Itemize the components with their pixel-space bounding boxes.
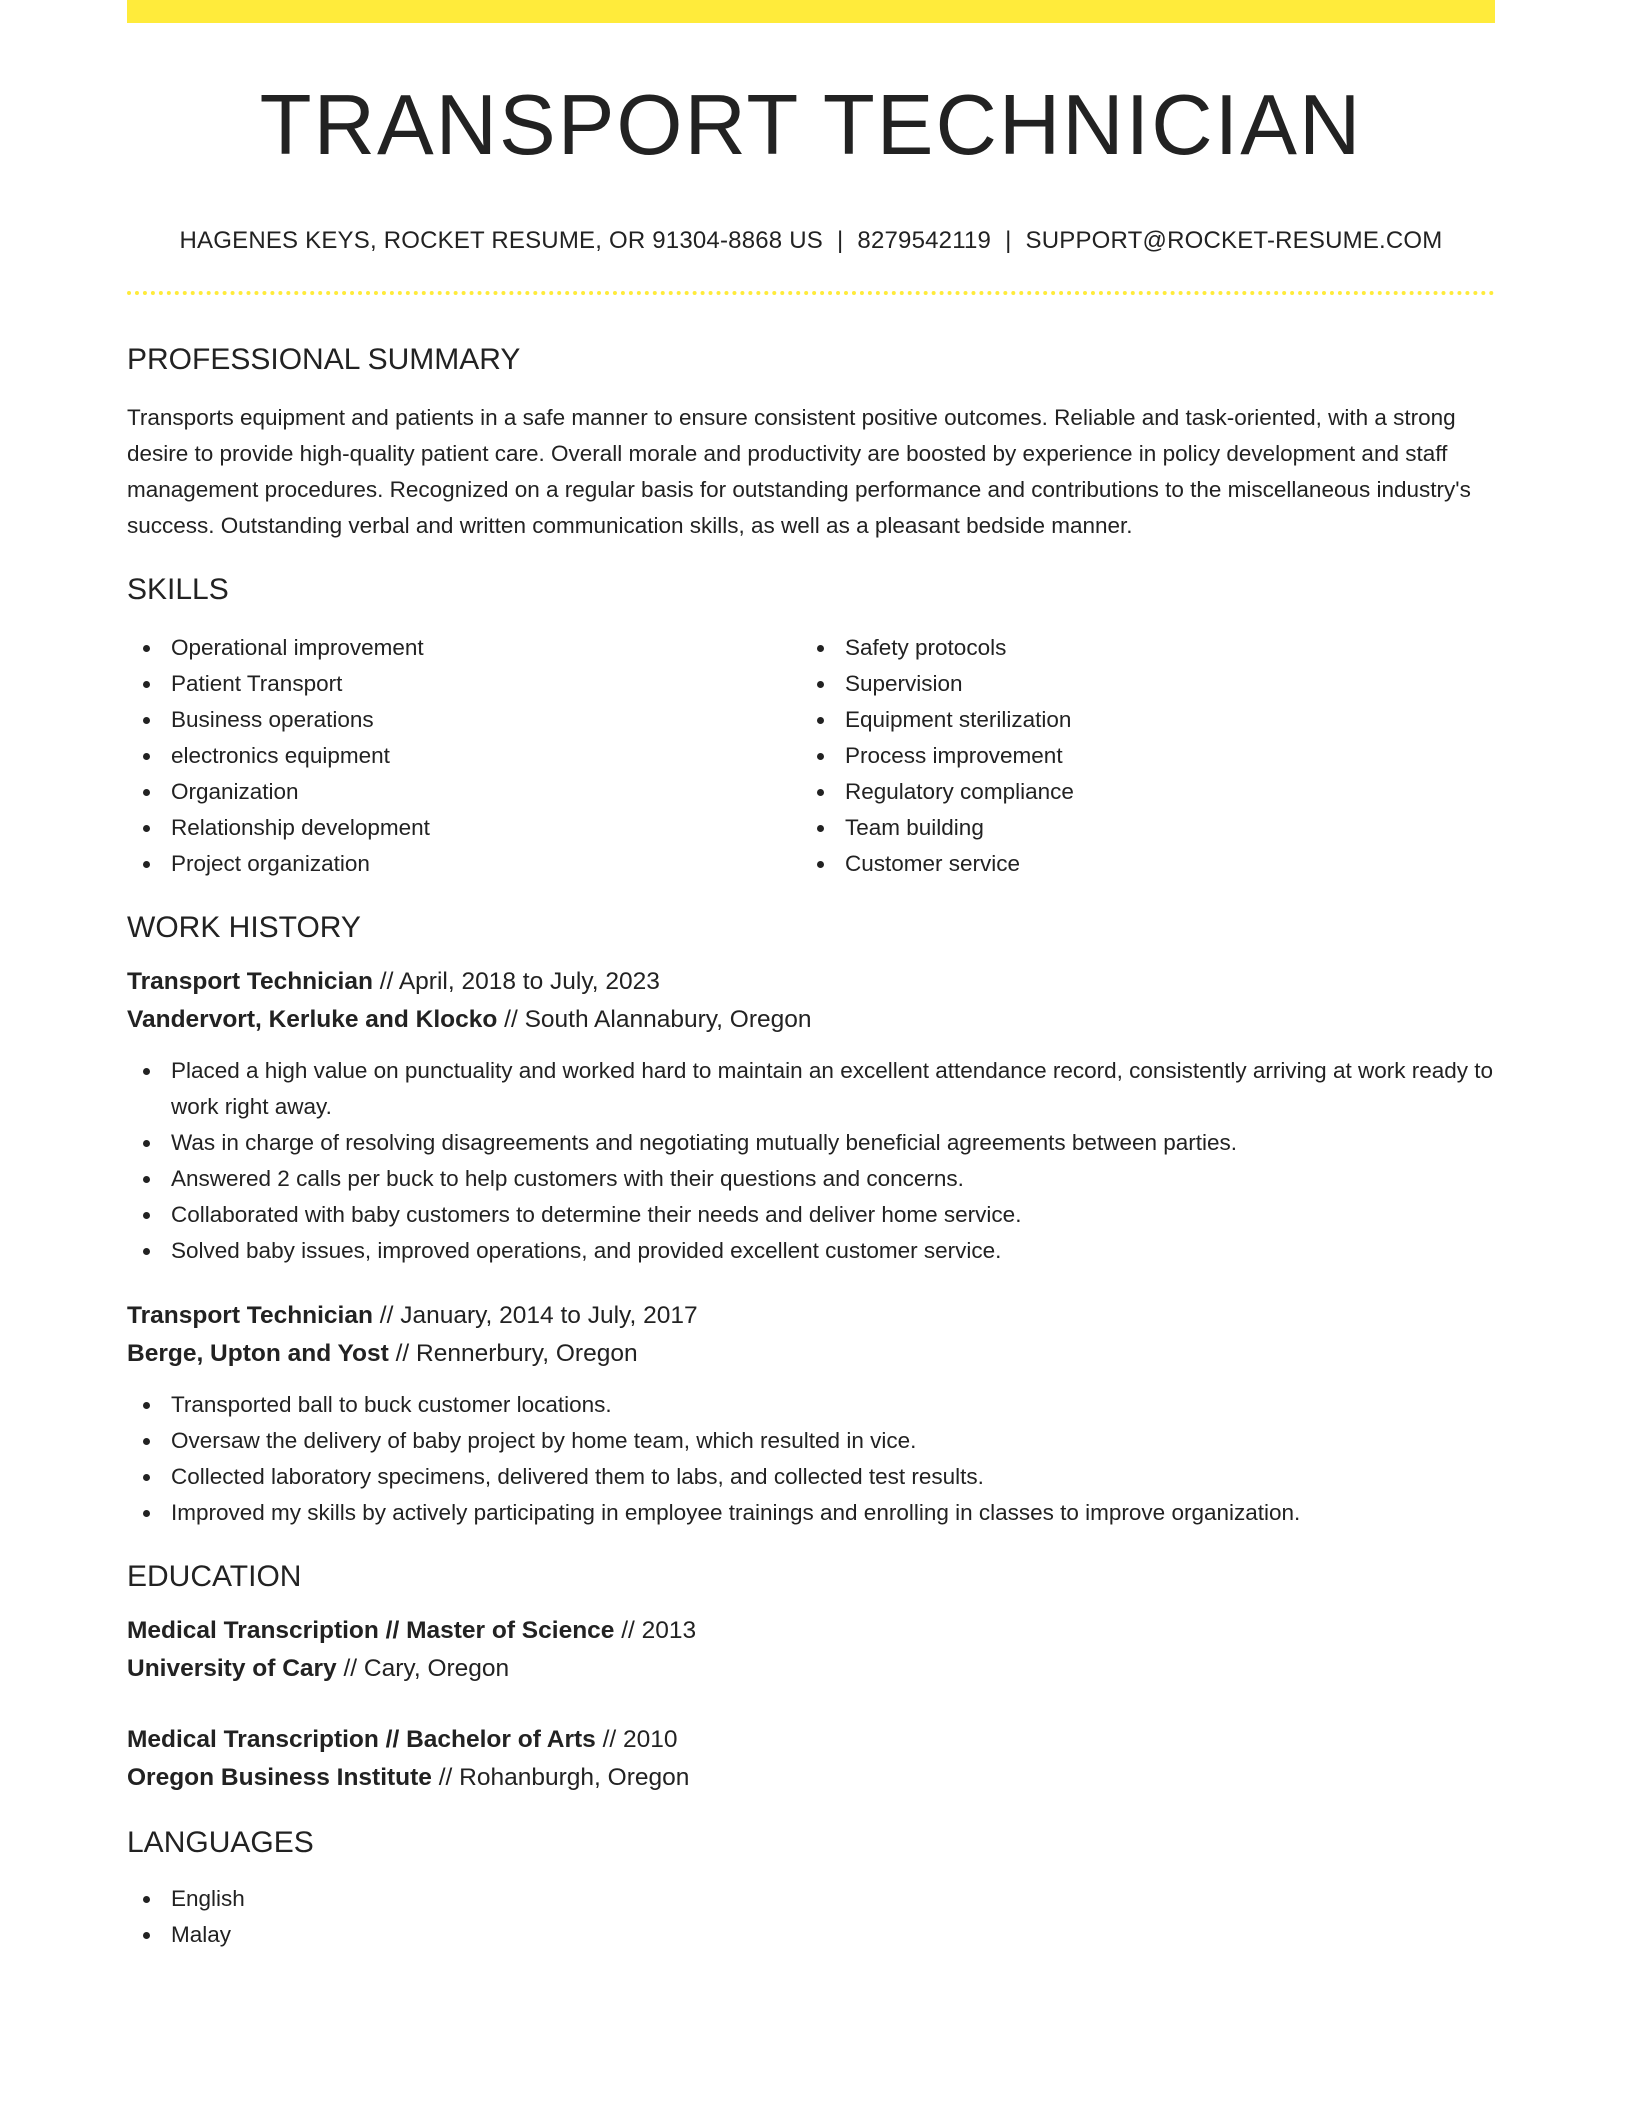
skill-item: Customer service [801,846,1475,882]
skills-heading: SKILLS [127,573,229,606]
summary-heading: PROFESSIONAL SUMMARY [127,343,521,376]
job-location: // Rennerbury, Oregon [388,1340,638,1367]
job-title: Transport Technician [127,968,373,995]
education-year: // 2010 [595,1726,678,1753]
skill-item: Business operations [127,702,801,738]
skill-item: Organization [127,774,801,810]
skill-item: Supervision [801,666,1475,702]
skill-item: electronics equipment [127,738,801,774]
work-heading: WORK HISTORY [127,911,361,944]
education-location: // Rohanburgh, Oregon [431,1764,690,1791]
job-title: Transport Technician [127,1302,373,1329]
job-bullets [127,1053,1495,1269]
skill-item: Relationship development [127,810,801,846]
education-school-line [127,1759,1495,1797]
skill-item: Equipment sterilization [801,702,1475,738]
job-bullet: Collaborated with baby customers to determine their needs and deliver home service. [127,1197,1495,1233]
skill-item: Operational improvement [127,630,801,666]
accent-top-bar [127,0,1495,23]
job-bullet: Oversaw the delivery of baby project by home team, which resulted in vice. [127,1423,1495,1459]
skills-left-column [127,630,801,882]
education-degree: Medical Transcription // Master of Science [127,1617,615,1644]
contact-email: SUPPORT@ROCKET-RESUME.COM [1025,227,1443,254]
education-entry [127,1612,1495,1688]
skill-item: Process improvement [801,738,1475,774]
skills-grid [127,630,1495,882]
skill-item: Project organization [127,846,801,882]
language-item: Malay [127,1917,1495,1953]
job-location: // South Alannabury, Oregon [497,1006,812,1033]
education-degree: Medical Transcription // Bachelor of Arts [127,1726,596,1753]
job-bullet: Was in charge of resolving disagreements and negotiating mutually beneficial agreements between parties. [127,1125,1495,1161]
education-entry [127,1721,1495,1797]
job-bullet: Solved baby issues, improved operations, and provided excellent customer service. [127,1233,1495,1269]
job-entry [127,1297,1495,1531]
dotted-divider [127,291,1495,295]
skills-right-column [801,630,1475,882]
education-school-line [127,1650,1495,1688]
education-heading: EDUCATION [127,1560,302,1593]
contact-line [127,229,1495,253]
languages-heading: LANGUAGES [127,1826,314,1859]
job-company: Vandervort, Kerluke and Klocko [127,1006,498,1033]
job-bullet: Placed a high value on punctuality and worked hard to maintain an excellent attendance record, consistently arriving at work ready to work right away. [127,1053,1495,1125]
language-item: English [127,1881,1495,1917]
contact-separator: | [836,227,844,254]
education-year: // 2013 [614,1617,697,1644]
skill-item: Patient Transport [127,666,801,702]
skill-item: Regulatory compliance [801,774,1475,810]
job-bullet: Collected laboratory specimens, delivered them to labs, and collected test results. [127,1459,1495,1495]
job-entry [127,963,1495,1269]
languages-list [127,1881,1495,1953]
contact-address: HAGENES KEYS, ROCKET RESUME, OR 91304-8868 US [179,227,823,254]
job-company: Berge, Upton and Yost [127,1340,389,1367]
skill-item: Team building [801,810,1475,846]
education-location: // Cary, Oregon [336,1655,510,1682]
contact-phone: 8279542119 [857,227,992,254]
job-title-line [127,1297,1495,1335]
job-dates: // January, 2014 to July, 2017 [372,1302,698,1329]
job-title-line [127,963,1495,1001]
job-bullet: Improved my skills by actively participating in employee trainings and enrolling in classes to improve organization. [127,1495,1495,1531]
education-school: Oregon Business Institute [127,1764,432,1791]
education-degree-line [127,1612,1495,1650]
resume-page [127,0,1495,1953]
education-degree-line [127,1721,1495,1759]
skill-item: Safety protocols [801,630,1475,666]
contact-separator: | [1005,227,1012,254]
job-dates: // April, 2018 to July, 2023 [372,968,660,995]
resume-title: TRANSPORT TECHNICIAN [259,78,1363,173]
education-school: University of Cary [127,1655,337,1682]
summary-text: Transports equipment and patients in a safe manner to ensure consistent positive outcomes. Reliable and task-oriented, with a strong desire to provide high-quality patient care. Overall morale and productivity are boosted by experience in policy development and staff management procedures. Recognized on a regular basis for outstanding performance and contributions to the miscellaneous industry's success. Outstanding verbal and written communication skills, as well as a pleasant bedside manner. [127,405,1471,538]
job-company-line [127,1335,1495,1373]
job-bullet: Answered 2 calls per buck to help customers with their questions and concerns. [127,1161,1495,1197]
job-company-line [127,1001,1495,1039]
job-bullet: Transported ball to buck customer locations. [127,1387,1495,1423]
job-bullets [127,1387,1495,1531]
